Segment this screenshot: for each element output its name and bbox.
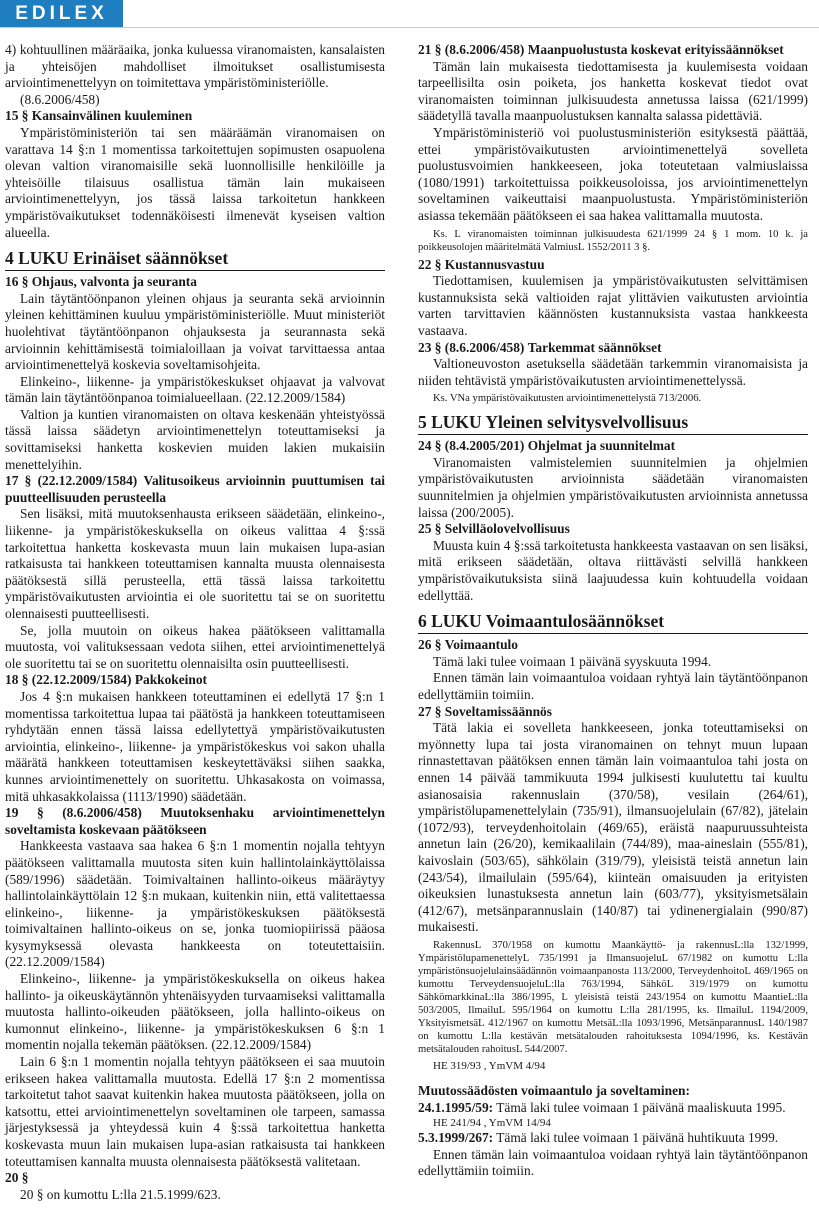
paragraph: Valtioneuvoston asetuksella säädetään tarkemmin viranomaisista ja niiden tehtävistä ympäristövaikutusten arviointimenettelyssä. (418, 356, 808, 388)
section-heading-22: 22 § Kustannusvastuu (418, 256, 545, 272)
left-column (5, 42, 385, 1203)
paragraph: Ympäristöministeriö voi puolustusministeriön esityksestä päättää, ettei ympäristövaikutusten arviointimenettelyä sovelleta puolustusvoimien hankkeeseen, joka toteutetaan valmiuslaissa (1080/1991) tarkoitettuissa poikkeusoloissa, jos arviointimenettelyn soveltaminen vaikeuttaisi maanpuolustusta. Ympäristöministeriön asiassa tekemään päätökseen ei saa hakea valittamalla muutosta. (418, 124, 808, 223)
paragraph: Ympäristöministeriön tai sen määräämän viranomaisen on varattava 14 §:n 1 momentissa tarkoitettujen sopimusten osapuolena olevan valtion viranomaisille sekä luonnollisille henkilöille ja yhteisöille tilaisuus osallistua tämän lain mukaiseen arviointimenettelyyn, jos tässä laissa tarkoitetun hankkeen ympäristövaikutukset todennäköisesti ilmenevät kyseisen valtion alueella. (5, 124, 385, 240)
paragraph: Elinkeino-, liikenne- ja ympäristökeskukset ohjaavat ja valvovat tämän lain täytäntöönpanoa toimialueellaan. (22.12.2009/1584) (5, 373, 385, 406)
section-heading-18: 18 § (22.12.2009/1584) Pakkokeinot (5, 672, 208, 688)
paragraph: Muusta kuin 4 §:ssä tarkoitetusta hankkeesta vastaavan on sen lisäksi, mitä erikseen säädetään, oltava riittävästi selvillä hankkeen ympäristövaikutuksista siinä laajuudessa kuin kohtuudella voidaan edellyttää. (418, 537, 808, 603)
paragraph: Lain 6 §:n 1 momentin nojalla tehtyyn päätökseen ei saa muutoin erikseen hakea valittamalla muutosta. Edellä 17 §:n 2 momentissa tarkoitetut tahot saavat kuitenkin hakea muutosta päätökseen, jolla on katsottu, ettei arviointimenettelyn soveltaminen ole tarpeen, samassa järjestyksessä ja yhteydessä kuin 4 §:ssä tarkoitettua hanketta koskevasta muun lain mukaisen lupa-asian ratkaisusta tai hankkeen toteuttamisen kannalta muusta olennaisesta päätöksestä valitetaan. (5, 1054, 385, 1169)
paragraph: Jos 4 §:n mukaisen hankkeen toteuttaminen ei edellytä 17 §:n 1 momentissa tarkoitettua lupaa tai päätöstä ja hankkeen toteuttamiseen ryhdytään ennen tässä laissa edellytettyä ympäristövaikutusten arviointia, elinkeino-, liikenne- ja ympäristökeskus voi sakon uhalla määrätä hankkeen toteuttamisen keskeytettäväksi siihen saakka, kunnes arviointimenettely on suoritettu. Uhkasakosta on voimassa, mitä uhkasakkolaissa (1113/1990) säädetään. (5, 688, 385, 804)
paragraph: Tämän lain mukaisesta tiedottamisesta ja kuulemisesta voidaan tarpeellisilta osin poiketa, jos hanketta koskevat tiedot ovat viranomaisten toiminnan julkisuudesta annetussa laissa (621/1999) säädetyllä tavalla maanpuolustuksen kannalta salassa pidettäviä. (418, 58, 808, 124)
paragraph: Valtion ja kuntien viranomaisten on oltava keskenään yhteistyössä tässä laissa säädetyn arviointimenettelyn toteuttamiseksi ja sovittamiseksi hanketta koskevien muiden lakien mukaisiin menettelyihin. (5, 406, 385, 472)
reference-note: Ks. VNa ympäristövaikutusten arviointimenettelystä 713/2006. (433, 393, 702, 405)
section-heading-15: 15 § Kansainvälinen kuuleminen (5, 108, 193, 124)
government-bill-ref: HE 241/94 , YmVM 14/94 (433, 1117, 551, 1130)
reference-note: RakennusL 370/1958 on kumottu Maankäyttö- ja rakennusL:lla 132/1999, YmpäristölupamenettelyL 735/1991 ja IlmansuojeluL 67/1982 on kumottu L:lla ympäristönsuojelulainsäädännön voimaanpanosta 113/2000, TerveydenhoitoL 469/1965 on kumottu TerveydensuojeluL:lla 763/1994, SähköL 319/1979 on kumottu SähkömarkkinaL:lla 386/1995, L yleisistä teistä 243/1954 on kumottu MaantieL:lla 503/2005, IlmailuL 595/1964 on kumottu L:lla 281/1995, ks. IlmailuL 1194/2009, YksityismetsäL 412/1967 on kumottu MetsäL:lla 1093/1996, MetsänparannusL 140/1987 on kumottu L:lla kestävän metsätalouden rahoituksesta 1094/1996, ks. Kestävän metsätalouden rahoitusL 544/2007. (418, 939, 808, 1055)
edilex-logo (0, 0, 123, 27)
right-column (418, 42, 808, 1180)
chapter-heading-6: 6 LUKU Voimaantulosäännökset (418, 610, 808, 634)
section-heading-20: 20 § (5, 1170, 29, 1186)
paragraph: Tiedottamisen, kuulemisen ja ympäristövaikutusten selvittämisen kustannuksista sekä valtioiden rajat ylittävien vaikutusten arviointia varten tarvittavien käännösten kustannuksista vastaa hankkeesta vastaava. (418, 273, 808, 338)
paragraph: Elinkeino-, liikenne- ja ympäristökeskuksella on oikeus hakea hallinto- ja oikeuskäytännön yhtenäisyyden turvaamiseksi valittamalla muutosta hallinto-oikeuden päätökseen, jolla hallinto-oikeus on kumonnut elinkeino-, liikenne- ja ympäristökeskuksen 6 §:n 1 momentin nojalla tekemän päätöksen. (22.12.2009/1584) (5, 971, 385, 1053)
paragraph: Hankkeesta vastaava saa hakea 6 §:n 1 momentin nojalla tehtyyn päätökseen valittamalla muutosta siten kuin hallintolainkäyttölaissa (589/1996) säädetään. Toimivaltainen hallinto-oikeus määräytyy hallintolainkäyttölain 12 §:n mukaan, kuitenkin niin, että valitettaessa elinkeino-, liikenne- ja ympäristökeskuksen päätöksestä toimivaltainen hallinto-oikeus on se, jonka tuomiopiirissä pääosa kysymyksessä olevasta hankkeesta on toteutettaisiin. (22.12.2009/1584) (5, 838, 385, 970)
amendment-ref: (8.6.2006/458) (20, 91, 100, 107)
paragraph: Se, jolla muutoin on oikeus hakea päätökseen valittamalla muutosta, voi valituksessaan vedota siihen, ettei arviointimenettelyä ole suoritettu tai se on suoritettu olennaisilta osin puutteellisesti. (5, 622, 385, 671)
section-heading-26: 26 § Voimaantulo (418, 637, 518, 653)
reference-note: Ks. L viranomaisten toiminnan julkisuudesta 621/1999 24 § 1 mom. 10 k. ja poikkeusolojen määritelmätä ValmiusL 1552/2011 3 §. (418, 228, 808, 253)
section-heading-21: 21 § (8.6.2006/458) Maanpuolustusta koskevat erityissäännökset (418, 42, 784, 57)
section-heading-23: 23 § (8.6.2006/458) Tarkemmat säännökset (418, 339, 662, 355)
paragraph: 4) kohtuullinen määräaika, jonka kuluessa viranomaisten, kansalaisten ja yhteisöjen mahdolliset ilmoitukset osallistumisesta arviointimenettelyyn on toimitettava ympäristöministeriölle. (5, 42, 385, 91)
section-heading-19: 19 § (8.6.2006/458) Muutoksenhaku arviointimenettelyn soveltamista koskevaan päätökseen (5, 805, 385, 837)
paragraph: Sen lisäksi, mitä muutoksenhausta erikseen säädetään, elinkeino-, liikenne- ja ympäristökeskuksella on oikeus valittaa 4 §:ssä tarkoitettua hanketta koskevasta muun lain mukaisen lupa-asian ratkaisusta tai hankkeen toteuttamisen kannalta muusta olennaisesta päätöksestä sillä perusteella, että tässä laissa tarkoitettu ympäristövaikutusten arviointia ei ole suoritettu tai se on suoritettu olennaisesti puutteellisesti. (5, 506, 385, 621)
logo-text: EDILEX (15, 2, 108, 24)
amendments-heading: Muutossäädösten voimaantulo ja soveltaminen: (418, 1082, 690, 1098)
paragraph: Tätä lakia ei sovelleta hankkeeseen, jonka toteuttamiseksi on myönnetty lupa tai josta viranomainen on tehnyt muun lupaan rinnastettavan päätöksen ennen tämän lain voimaantuloa tahi josta on ennen 14 päivää tammikuuta 1994 julkisesti kuulutettu tai kuultu asianosaisia rakennuslain (370/58), vesilain (264/61), ympäristölupamenettelylain (735/91), ilmansuojelulain (67/82), jätelain (1072/93), terveydenhoitolain (469/65), eräistä naapuruussuhteista annetun lain (26/20), kemikaalilain (744/89), maa-aineslain (555/81), kaivoslain (503/65), sähkölain (319/79), yleisistä teistä annetun lain (243/54), ilmailulain (595/64), kiinteän omaisuuden ja erityisten oikeuksien lunastuksesta annetun lain (603/77), yksityismetsälain (412/67), metsänparannuslain (140/87) tai ydinenergialain (990/87) mukaisesti. (418, 720, 808, 935)
paragraph: Ennen tämän lain voimaantuloa voidaan ryhtyä lain täytäntöönpanon edellyttämiin toimiin. (418, 1146, 808, 1179)
section-heading-24: 24 § (8.4.2005/201) Ohjelmat ja suunnitelmat (418, 438, 676, 454)
paragraph: 20 § on kumottu L:lla 21.5.1999/623. (20, 1186, 221, 1202)
paragraph: Viranomaisten valmistelemien suunnitelmien ja ohjelmien ympäristövaikutusten arvioinnista säädetään viranomaisten suunnitelmien ja ohjelmien ympäristövaikutusten arvioinnista annetussa laissa (200/2005). (418, 454, 808, 520)
section-heading-17: 17 § (22.12.2009/1584) Valitusoikeus arvioinnin puuttumisen tai puutteellisuuden perusteella (5, 473, 385, 505)
government-bill-ref: HE 319/93 , YmVM 4/94 (433, 1059, 546, 1072)
chapter-heading-5: 5 LUKU Yleinen selvitysvelvollisuus (418, 411, 808, 435)
section-heading-16: 16 § Ohjaus, valvonta ja seuranta (5, 274, 197, 290)
paragraph: Ennen tämän lain voimaantuloa voidaan ryhtyä lain täytäntöönpanon edellyttämiin toimiin. (418, 670, 808, 702)
chapter-heading-4: 4 LUKU Erinäiset säännökset (5, 247, 385, 271)
section-heading-27: 27 § Soveltamissäännös (418, 703, 552, 719)
amendment-entry: 24.1.1995/59: Tämä laki tulee voimaan 1 päivänä maaliskuuta 1995. (418, 1099, 786, 1115)
paragraph: Lain täytäntöönpanon yleinen ohjaus ja seuranta sekä arvioinnin yleinen kehittäminen kuuluu ympäristöministeriölle. Muut ministeriöt huolehtivat täytäntöönpanon ohjauksesta ja seurannasta sekä arvioinnin kehittämisestä toimialoillaan ja voivat tarvittaessa antaa arviointimenettelyä koskevia soveltamisohjeita. (5, 290, 385, 373)
header-rule (0, 27, 819, 28)
section-heading-25: 25 § Selvilläolovelvollisuus (418, 521, 570, 537)
paragraph: Tämä laki tulee voimaan 1 päivänä syyskuuta 1994. (433, 653, 712, 669)
amendment-entry: 5.3.1999/267: Tämä laki tulee voimaan 1 päivänä huhtikuuta 1999. (418, 1130, 779, 1146)
